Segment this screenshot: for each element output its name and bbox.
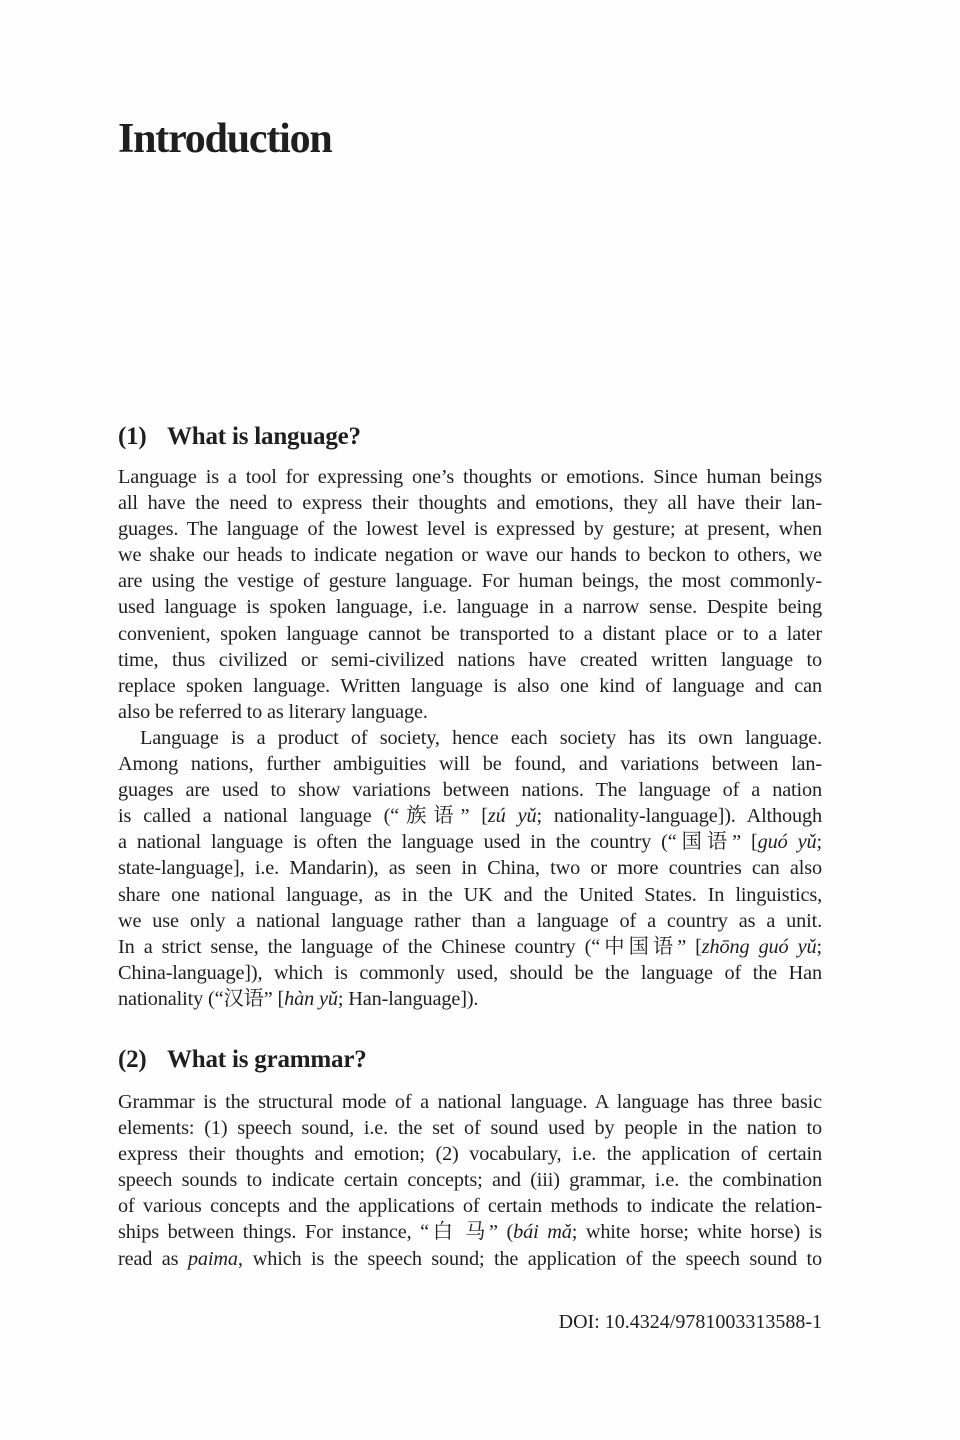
text-line: Grammar is the structural mode of a national language. A language has three basic [118,1090,822,1113]
text-line: ships between things. For instance, “白 马” (bái mǎ; white horse; white horse) is [118,1221,823,1244]
text-line: Among nations, further ambiguities will be found, and variations between lan- [118,753,822,776]
text-line: a national language is often the language used in the country (“国语” [guó yǔ; [118,831,822,854]
text-line: state-language], i.e. Mandarin), as seen in China, two or more countries can also [118,857,822,880]
text-line: read as paima, which is the speech sound; the application of the speech sound to [118,1247,823,1270]
text-line: guages. The language of the lowest level is expressed by gesture; at present, when [118,518,822,541]
text-line: In a strict sense, the language of the Chinese country (“中国语” [zhōng guó yǔ; [118,935,822,958]
text-line: all have the need to express their thoughts and emotions, they all have their lan- [118,492,822,515]
section-1-heading [118,422,822,452]
text-line: also be referred to as literary language. [118,700,428,723]
text-line: elements: (1) speech sound, i.e. the set of sound used by people in the nation to [118,1117,822,1140]
text-line: used language is spoken language, i.e. language in a narrow sense. Despite being [118,596,822,619]
text-line: China-language]), which is commonly used, should be the language of the Han [118,961,822,984]
text-line: are using the vestige of gesture language. For human beings, the most commonly- [118,570,822,593]
section-2-body [118,1089,822,1272]
text-line: we use only a national language rather than a language of a country as a unit. [118,909,822,932]
section-2-number: (2) [118,1045,147,1073]
text-line: convenient, spoken language cannot be transported to a distant place or to a later [118,622,822,645]
text-line: express their thoughts and emotion; (2) vocabulary, i.e. the application of certain [118,1143,822,1166]
text-line: replace spoken language. Written language is also one kind of language and can [118,674,822,697]
text-line: time, thus civilized or semi-civilized nations have created written language to [118,648,822,671]
text-line: share one national language, as in the UK and the United States. In linguistics, [118,883,822,906]
paragraph [118,1089,822,1272]
text-line: guages are used to show variations between nations. The language of a nation [118,779,822,802]
text-line: speech sounds to indicate certain concepts; and (iii) grammar, i.e. the combination [118,1169,822,1192]
chapter-title: Introduction [118,116,332,162]
paragraph [118,725,822,1012]
section-2-heading [118,1045,822,1075]
doi-footer: DOI: 10.4324/9781003313588-1 [558,1310,822,1333]
section-2-title: What is grammar? [167,1045,367,1073]
text-line: Language is a product of society, hence each society has its own language. [140,726,822,749]
text-line: Language is a tool for expressing one’s thoughts or emotions. Since human beings [118,466,822,488]
section-1-body [118,464,822,1012]
text-line: we shake our heads to indicate negation or wave our hands to beckon to others, we [118,544,822,567]
text-line: of various concepts and the applications of certain methods to indicate the relation- [118,1195,822,1218]
section-1-number: (1) [118,423,147,450]
text-line: is called a national language (“族语” [zú yǔ; nationality-language]). Although [118,805,822,828]
text-line: nationality (“汉语” [hàn yǔ; Han-language]). [118,987,479,1010]
section-1-title: What is language? [167,423,361,450]
paragraph [118,464,822,725]
text-column [118,0,822,1335]
